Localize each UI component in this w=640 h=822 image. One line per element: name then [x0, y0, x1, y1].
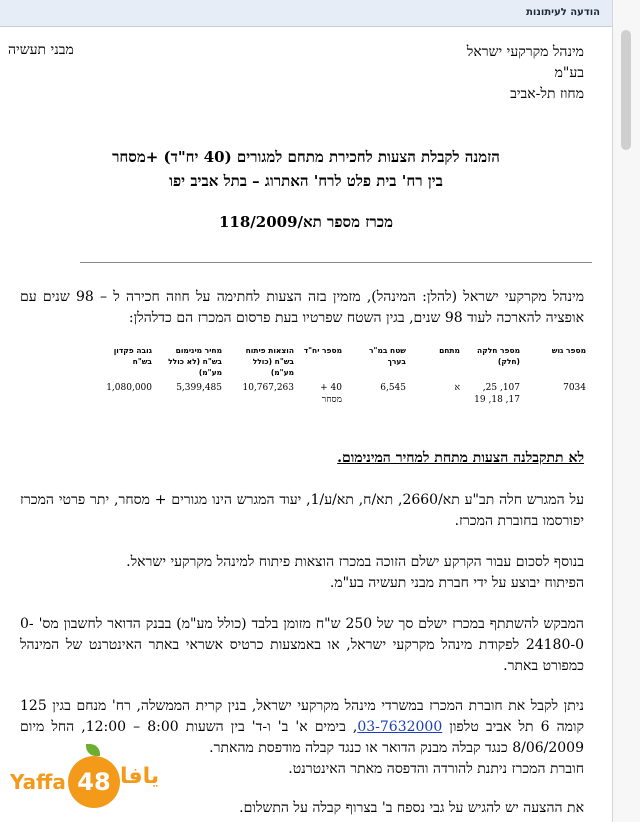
logo-latin-text: Yaffa	[10, 770, 66, 794]
yaffa48-logo	[6, 744, 160, 822]
col-area: שטח במ"ר בערך	[369, 346, 406, 366]
company-name: מבני תעשיה	[8, 42, 74, 58]
col-parcel: מספר חלקה (חלק)	[477, 346, 520, 366]
issuer-line: בע"מ	[554, 65, 584, 81]
col-development: הוצאות פיתוח בש"ח (כולל מע"מ)	[245, 346, 294, 377]
col-block: מספר גוש	[551, 346, 586, 355]
download-line: חוברת המכרז ניתנת להורדה והדפסה מאתר האינטרנט.	[288, 761, 584, 777]
cell-development: 10,767,263	[242, 383, 294, 393]
col-units: מספר יח"ד	[303, 346, 342, 355]
cell-deposit: 1,080,000	[106, 383, 152, 393]
press-release-label: הודעה לעיתונות	[526, 7, 600, 18]
payment-paragraph: המבקש להשתתף במכרז ישלם סך של 250 ש"ח מזומן בלבד (כולל מע"מ) בבנק הדואר לחשבון מס' 0-24180-0 לפקודת מינהל מקרקעי ישראל, או באמצעות כרטיס אשראי באתר האינטרנט של המינהל כמפורט באתר.	[20, 616, 584, 674]
table-header-row	[102, 345, 590, 382]
logo-arabic-text: يافا	[120, 764, 160, 789]
booklet-text-start: ניתן לקבל את חוברת המכרז במשרדי מינהל מקרקעי ישראל, בנין קרית הממשלה, רח' מנחם בגין 125 קומה 6 תל אביב טלפון	[20, 698, 584, 735]
issuer-block	[324, 42, 584, 105]
plan-paragraph: על המגרש חלה תב"ע תא/2660, תא/ח, תא/ע/1, יעוד המגרש הינו מגורים + מסחר, יתר פרטי המכרז יפורסמו בחוברת המכרז.	[20, 492, 584, 529]
title-line-2: בין רח' בית פלט לרח' האתרוג – בתל אביב יפו	[169, 172, 443, 190]
min-price-notice: לא תתקבלנה הצעות מתחת למחיר המינימום.	[337, 450, 584, 466]
issuer-line: מחוז תל-אביב	[510, 86, 584, 102]
divider	[80, 262, 592, 263]
table-row	[102, 382, 590, 406]
booklet-text-end: , בימים א' ב' ו-ד' בין השעות 8:00 – 12:00, החל מיום 8/06/2009 כנגד קבלה מבנק הדואר או כנגד קבלה מודפסת מהאתר.	[20, 719, 584, 756]
phone-link[interactable]: 03-7632000	[357, 719, 443, 735]
cell-compound: א	[454, 383, 460, 393]
issuer-line: מינהל מקרקעי ישראל	[466, 44, 584, 60]
col-compound: מתחם	[439, 346, 460, 355]
development-cost-line: בנוסף לסכום עבור הקרקע ישלם הזוכה במכרז הוצאות פיתוח למינהל מקרקעי ישראל.	[126, 554, 584, 570]
scrollbar-thumb[interactable]	[621, 30, 631, 150]
cell-units: 40 + מסחר	[320, 383, 342, 405]
cell-min-price: 5,399,485	[176, 383, 222, 393]
intro-paragraph: מינהל מקרקעי ישראל (להלן: המינהל), מזמין בזה הצעות לחתימה על חוזה חכירה ל – 98 שנים עם אופציה להארכה לעוד 98 שנים, בגין השטח שפרטיו בעת פרסום המכרז הם כדלהלן:	[20, 289, 585, 326]
logo-number: 48	[77, 768, 111, 796]
tender-number: מכרז מספר תא/118/2009	[219, 213, 393, 231]
cell-parcel: 107, 25, 17, 18, 19	[474, 383, 520, 405]
developer-line: הפיתוח יבוצע על ידי חברת מבני תעשיה בע"מ.	[329, 575, 584, 591]
top-bar	[0, 0, 612, 27]
cell-block: 7034	[563, 383, 586, 393]
vertical-scrollbar[interactable]	[612, 0, 640, 822]
cell-area: 6,545	[380, 383, 406, 393]
col-deposit: גובה פקדון בש"ח	[113, 346, 152, 366]
title-line-1: הזמנה לקבלת הצעות לחכירת מתחם למגורים (40 יח"ד) +מסחר	[112, 148, 500, 166]
col-min-price: מחיר מינימום בש"ח (לא כולל מע"מ)	[168, 346, 222, 377]
leaf-icon	[86, 744, 100, 756]
submission-line: את ההצעה יש להגיש על גבי נספח ב' בצרוף קבלה על התשלום.	[239, 800, 584, 816]
tender-table	[102, 345, 590, 406]
logo-orange-circle	[68, 756, 120, 808]
